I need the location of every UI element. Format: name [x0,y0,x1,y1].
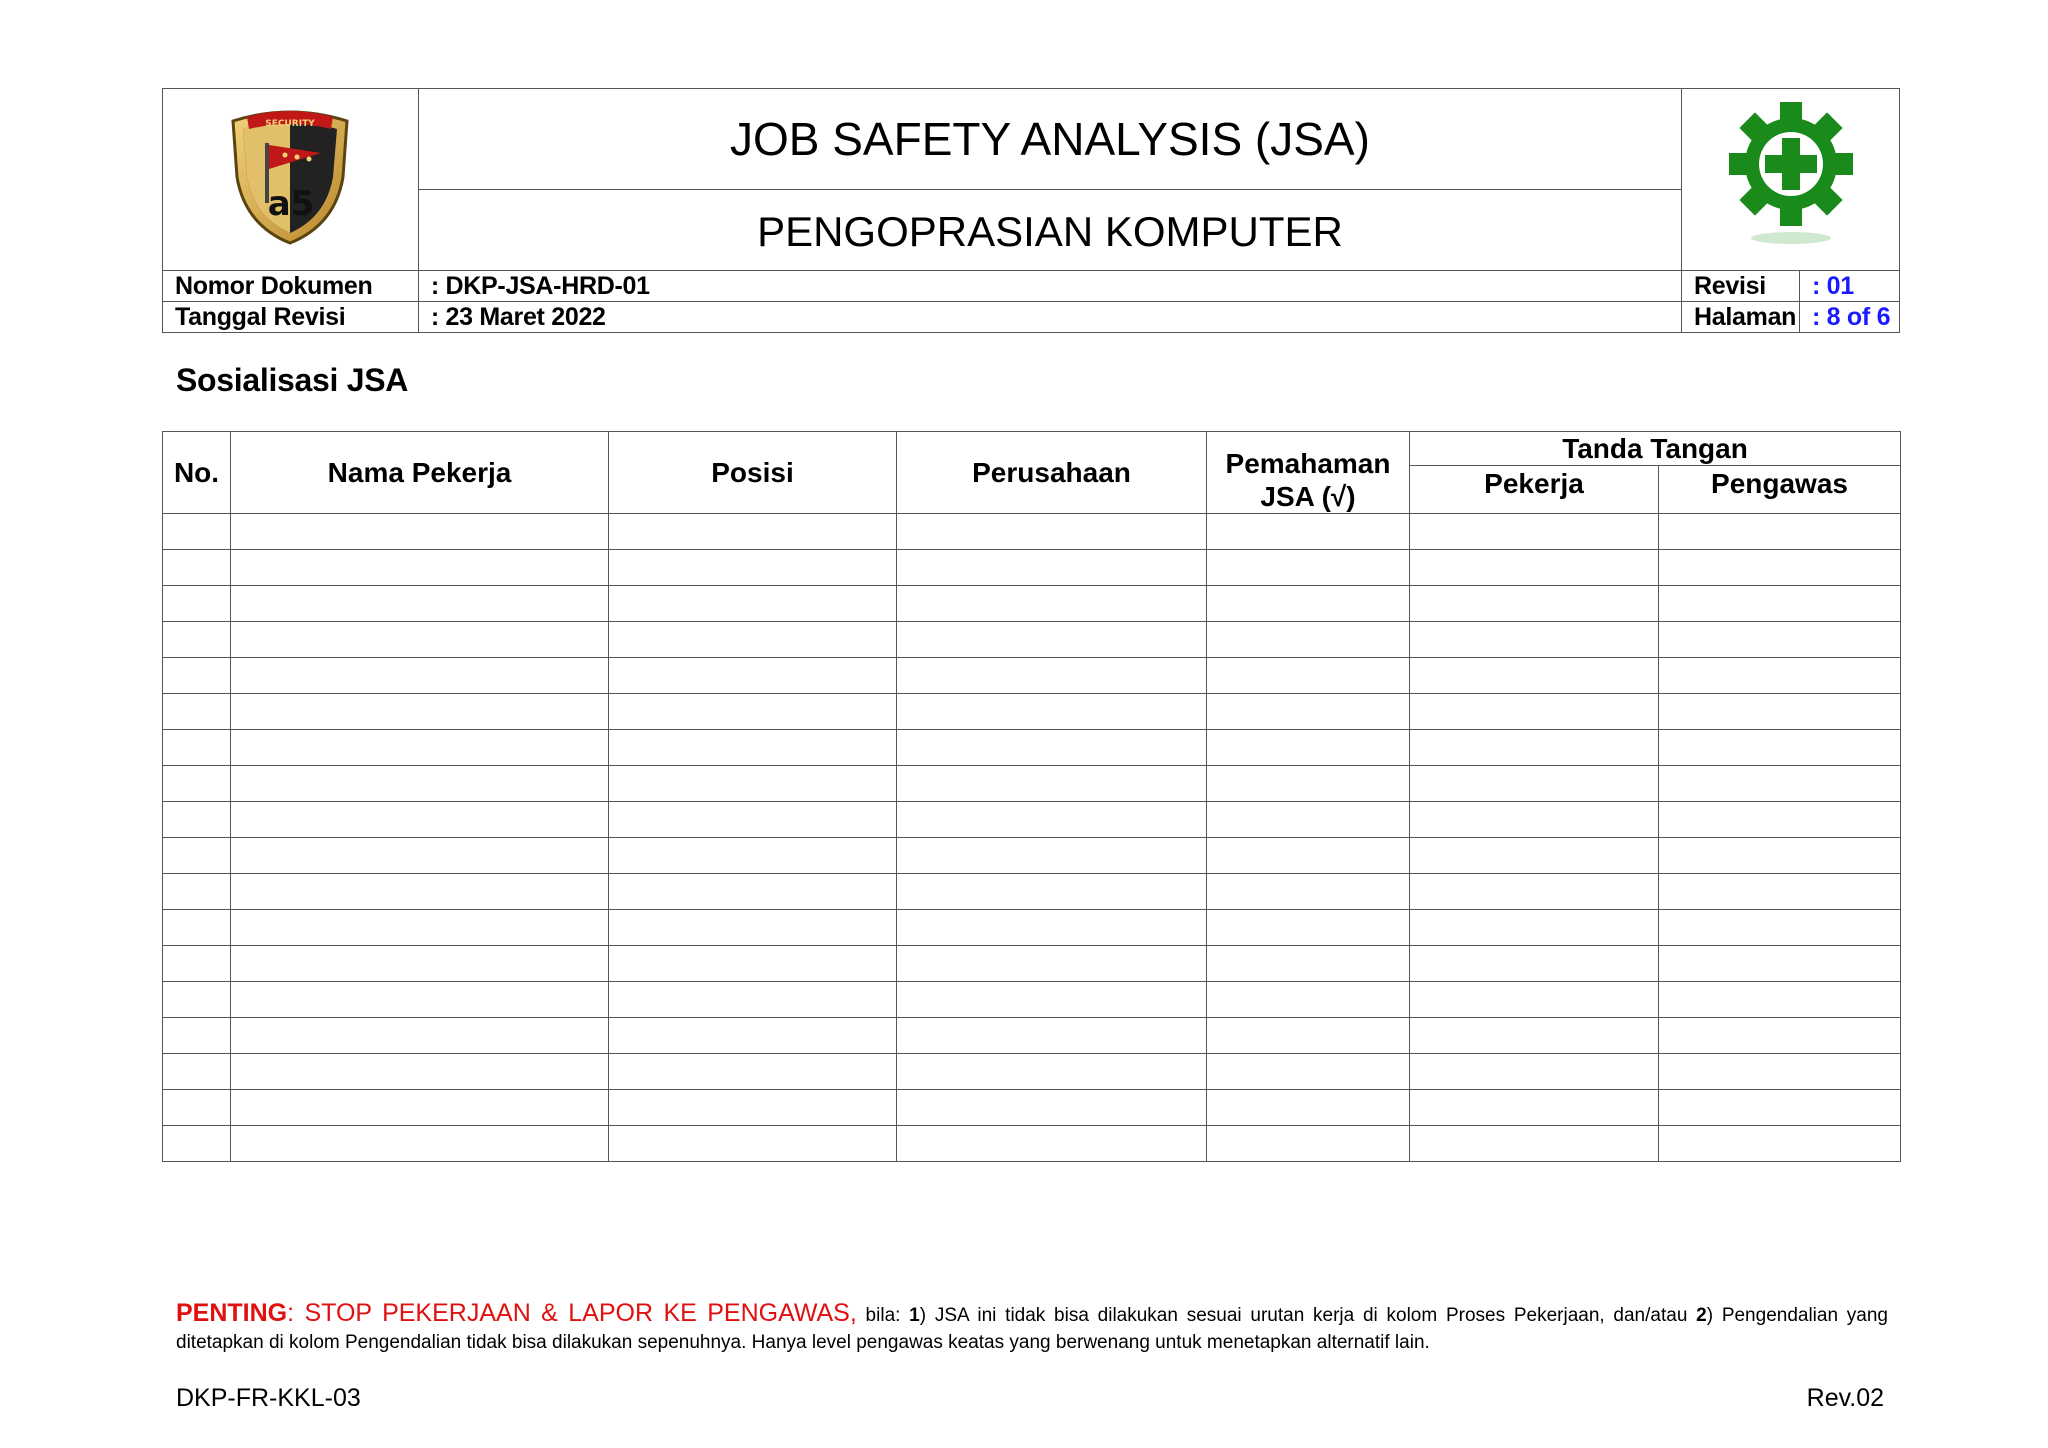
table-cell[interactable] [609,874,897,910]
table-cell[interactable] [1207,982,1410,1018]
document-header [162,88,1900,333]
table-cell[interactable] [1207,1054,1410,1090]
table-row [163,514,1901,550]
table-cell[interactable] [609,622,897,658]
table-cell[interactable] [1207,1090,1410,1126]
table-cell[interactable] [897,730,1207,766]
table-cell[interactable] [1410,622,1659,658]
table-cell[interactable] [231,1018,609,1054]
table-row [163,910,1901,946]
table-cell[interactable] [1207,550,1410,586]
form-code: DKP-FR-KKL-03 [176,1384,361,1412]
note-num-1: 1 [909,1305,920,1326]
table-cell[interactable] [231,946,609,982]
table-cell[interactable] [163,586,231,622]
col-header-pengawas: Pengawas [1659,466,1901,514]
table-cell[interactable] [1410,514,1659,550]
col-header-perusahaan: Perusahaan [897,432,1207,514]
table-cell[interactable] [231,838,609,874]
company-logo-cell [163,89,419,271]
table-cell[interactable] [231,694,609,730]
table-row [163,1018,1901,1054]
table-cell[interactable] [163,730,231,766]
table-cell[interactable] [609,1018,897,1054]
table-cell[interactable] [231,1054,609,1090]
table-cell[interactable] [1659,658,1901,694]
table-row [163,874,1901,910]
table-row [163,946,1901,982]
table-row [163,622,1901,658]
table-cell[interactable] [231,766,609,802]
table-cell[interactable] [163,910,231,946]
table-cell[interactable] [609,910,897,946]
table-cell[interactable] [1410,1018,1659,1054]
table-cell[interactable] [1207,1126,1410,1162]
table-cell[interactable] [1659,1126,1901,1162]
table-cell[interactable] [231,658,609,694]
nomor-dokumen-label: Nomor Dokumen [163,271,419,302]
table-cell[interactable] [1659,1090,1901,1126]
table-cell[interactable] [1410,982,1659,1018]
table-cell[interactable] [231,586,609,622]
nomor-dokumen-value: : DKP-JSA-HRD-01 [418,271,1681,302]
table-cell[interactable] [609,586,897,622]
table-cell[interactable] [163,1126,231,1162]
table-cell[interactable] [1410,946,1659,982]
table-row [163,1090,1901,1126]
table-cell[interactable] [609,1090,897,1126]
table-cell[interactable] [231,514,609,550]
table-cell[interactable] [1659,874,1901,910]
table-cell[interactable] [231,730,609,766]
table-cell[interactable] [1410,838,1659,874]
table-cell[interactable] [231,622,609,658]
table-row [163,766,1901,802]
table-cell[interactable] [609,838,897,874]
table-cell[interactable] [897,910,1207,946]
table-row [163,694,1901,730]
table-row [163,550,1901,586]
table-cell[interactable] [1410,910,1659,946]
table-cell[interactable] [1207,802,1410,838]
security-shield-logo [225,107,355,247]
table-cell[interactable] [1659,838,1901,874]
col-header-pemahaman: Pemahaman JSA (√) [1207,432,1410,514]
table-cell[interactable] [897,946,1207,982]
table-cell[interactable] [609,946,897,982]
table-cell[interactable] [1659,622,1901,658]
table-cell[interactable] [163,1090,231,1126]
table-row [163,838,1901,874]
document-title: JOB SAFETY ANALYSIS (JSA) [418,89,1681,190]
table-cell[interactable] [231,910,609,946]
table-cell[interactable] [1410,550,1659,586]
table-cell[interactable] [163,802,231,838]
table-cell[interactable] [897,1090,1207,1126]
table-cell[interactable] [1659,1054,1901,1090]
tanggal-revisi-label: Tanggal Revisi [163,302,419,333]
table-cell[interactable] [163,694,231,730]
table-cell[interactable] [1207,694,1410,730]
table-cell[interactable] [1207,1018,1410,1054]
table-cell[interactable] [1659,766,1901,802]
note-text-1: ) JSA ini tidak bisa dilakukan sesuai urutan kerja di kolom Proses Pekerjaan, dan/atau [919,1305,1697,1326]
table-cell[interactable] [231,874,609,910]
logo-security-text: SECURITY [265,119,316,129]
table-cell[interactable] [897,802,1207,838]
table-cell[interactable] [609,514,897,550]
table-row [163,982,1901,1018]
table-cell[interactable] [1207,658,1410,694]
table-cell[interactable] [1659,550,1901,586]
table-cell[interactable] [609,550,897,586]
table-cell[interactable] [609,766,897,802]
table-cell[interactable] [897,622,1207,658]
table-cell[interactable] [163,658,231,694]
table-cell[interactable] [163,838,231,874]
table-cell[interactable] [1410,874,1659,910]
table-cell[interactable] [231,1090,609,1126]
table-cell[interactable] [897,514,1207,550]
table-cell[interactable] [609,802,897,838]
col-header-pekerja: Pekerja [1410,466,1659,514]
table-row [163,1054,1901,1090]
table-cell[interactable] [231,1126,609,1162]
table-cell[interactable] [1207,586,1410,622]
table-cell[interactable] [1410,586,1659,622]
note-num-2: 2 [1696,1305,1707,1326]
col-header-tanda-tangan: Tanda Tangan [1410,432,1901,466]
table-cell[interactable] [1207,838,1410,874]
table-cell[interactable] [1410,730,1659,766]
table-cell[interactable] [1410,1054,1659,1090]
table-cell[interactable] [1207,766,1410,802]
table-cell[interactable] [1207,946,1410,982]
table-cell[interactable] [163,622,231,658]
table-cell[interactable] [163,1018,231,1054]
table-cell[interactable] [609,1054,897,1090]
table-row [163,1126,1901,1162]
table-cell[interactable] [1659,1018,1901,1054]
table-cell[interactable] [163,982,231,1018]
table-cell[interactable] [1659,946,1901,982]
table-cell[interactable] [1207,514,1410,550]
revision-code: Rev.02 [1806,1384,1884,1412]
table-cell[interactable] [1659,982,1901,1018]
table-cell[interactable] [1659,586,1901,622]
table-cell[interactable] [897,874,1207,910]
table-cell[interactable] [897,838,1207,874]
table-cell[interactable] [609,1126,897,1162]
table-cell[interactable] [1207,910,1410,946]
important-note [176,1300,1888,1356]
document-subtitle: PENGOPRASIAN KOMPUTER [418,190,1681,271]
revisi-value: : 01 [1800,271,1900,302]
table-row [163,802,1901,838]
table-cell[interactable] [1207,874,1410,910]
revisi-label: Revisi [1682,271,1800,302]
table-cell[interactable] [163,766,231,802]
note-penting-label: PENTING [176,1299,288,1327]
halaman-label: Halaman [1682,302,1800,333]
section-title: Sosialisasi JSA [176,362,409,398]
table-cell[interactable] [609,658,897,694]
table-cell[interactable] [897,586,1207,622]
table-cell[interactable] [897,1126,1207,1162]
table-cell[interactable] [1410,694,1659,730]
logo-mark-text: a5 [268,184,315,224]
col-header-posisi: Posisi [609,432,897,514]
sosialisasi-table [162,431,1901,1162]
table-cell[interactable] [1410,1090,1659,1126]
table-cell[interactable] [1410,802,1659,838]
col-header-nama-pekerja: Nama Pekerja [231,432,609,514]
table-cell[interactable] [1659,694,1901,730]
tanggal-revisi-value: : 23 Maret 2022 [418,302,1681,333]
table-cell[interactable] [609,730,897,766]
table-cell[interactable] [231,802,609,838]
table-cell[interactable] [1659,910,1901,946]
table-cell[interactable] [1410,1126,1659,1162]
table-cell[interactable] [163,550,231,586]
table-cell[interactable] [231,550,609,586]
table-cell[interactable] [609,694,897,730]
note-bila-text: bila: [856,1305,910,1326]
table-cell[interactable] [897,550,1207,586]
table-cell[interactable] [897,766,1207,802]
table-cell[interactable] [231,982,609,1018]
table-cell[interactable] [1410,658,1659,694]
table-cell[interactable] [897,694,1207,730]
table-body [163,514,1901,1162]
table-cell[interactable] [1207,622,1410,658]
col-header-no: No. [163,432,231,514]
halaman-value: : 8 of 6 [1800,302,1900,333]
table-cell[interactable] [897,1054,1207,1090]
table-cell[interactable] [163,1054,231,1090]
table-cell[interactable] [897,982,1207,1018]
note-stop-text: : STOP PEKERJAAN & LAPOR KE PENGAWAS, [287,1299,857,1327]
table-row [163,730,1901,766]
safety-logo-cell [1682,89,1900,271]
table-cell[interactable] [897,1018,1207,1054]
table-row [163,658,1901,694]
safety-gear-cross-icon [1721,102,1861,252]
table-cell[interactable] [897,658,1207,694]
table-row [163,586,1901,622]
note-text-2: ) Pengendalian yang ditetapkan di kolom Pengendalian tidak bisa dilakukan sepenuhnya. Hanya level pengawas keatas yang berwenang untuk menetapkan alternatif lain. [176,1305,1888,1353]
table-cell[interactable] [609,982,897,1018]
table-cell[interactable] [1659,802,1901,838]
table-cell[interactable] [163,874,231,910]
table-cell[interactable] [163,946,231,982]
table-cell[interactable] [1659,730,1901,766]
table-cell[interactable] [1659,514,1901,550]
table-cell[interactable] [163,514,231,550]
table-cell[interactable] [1410,766,1659,802]
table-cell[interactable] [1207,730,1410,766]
